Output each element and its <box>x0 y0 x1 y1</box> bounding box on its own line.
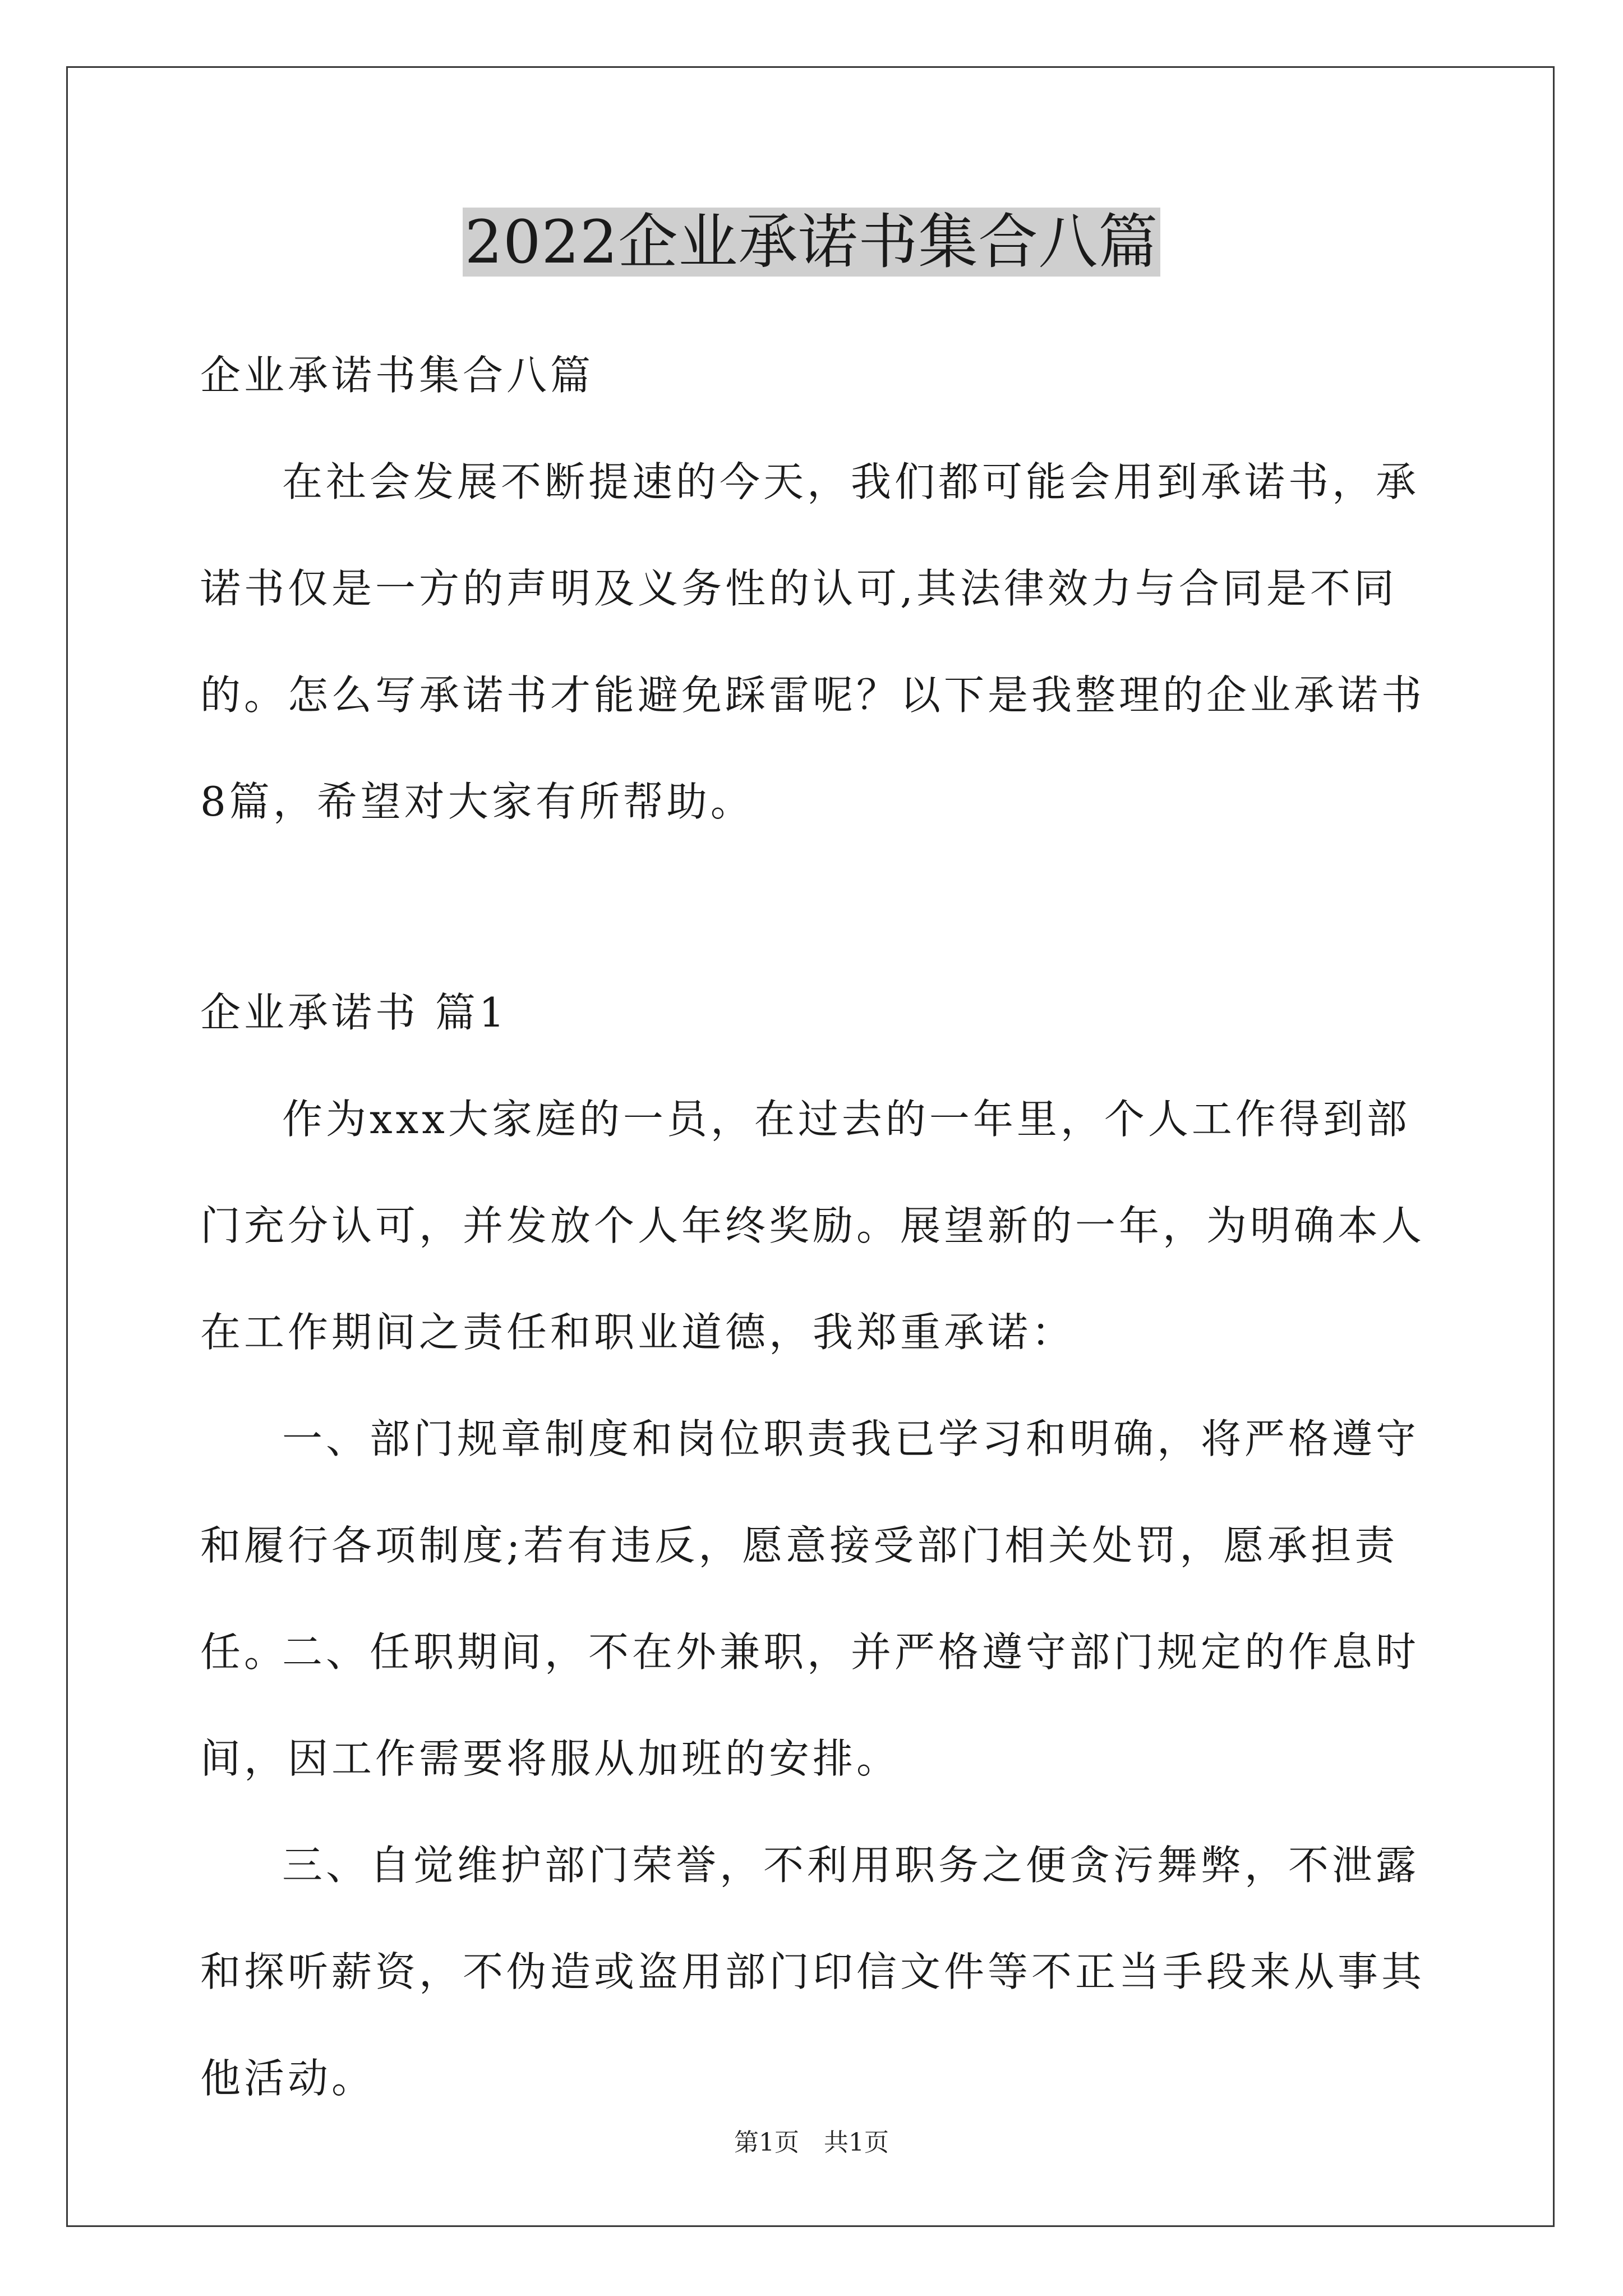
section-paragraph-4: 三、自觉维护部门荣誉，不利用职务之便贪污舞弊，不泄露和探听薪资，不伪造或盗用部门印信文件等不正当手段来从事其他活动。 <box>200 1842 1426 2102</box>
section-heading: 企业承诺书 篇1 <box>200 989 508 1036</box>
document-title <box>0 203 1623 282</box>
section-paragraph-3: 二、任职期间，不在外兼职，并严格遵守部门规定的作息时间，因工作需要将服从加班的安排。 <box>200 1628 1420 1782</box>
section-paragraph-1: 作为xxx大家庭的一员，在过去的一年里，个人工作得到部门充分认可，并发放个人年终奖励。展望新的一年，为明确本人在工作期间之责任和职业道德，我郑重承诺： <box>200 1096 1426 1356</box>
subtitle: 企业承诺书集合八篇 <box>200 352 594 399</box>
intro-paragraph: 在社会发展不断提速的今天，我们都可能会用到承诺书，承诺书仅是一方的声明及义务性的认可,其法律效力与合同是不同的。怎么写承诺书才能避免踩雷呢？以下是我整理的企业承诺书8篇，希望对大家有所帮助。 <box>200 458 1426 825</box>
document-title-text: 2022企业承诺书集合八篇 <box>463 208 1161 277</box>
section-paragraph-2: 一、部门规章制度和岗位职责我已学习和明确，将严格遵守和履行各项制度;若有违反，愿意接受部门相关处罚，愿承担责任。 <box>200 1415 1420 1676</box>
page-footer: 第1页 共1页 <box>734 2128 889 2157</box>
